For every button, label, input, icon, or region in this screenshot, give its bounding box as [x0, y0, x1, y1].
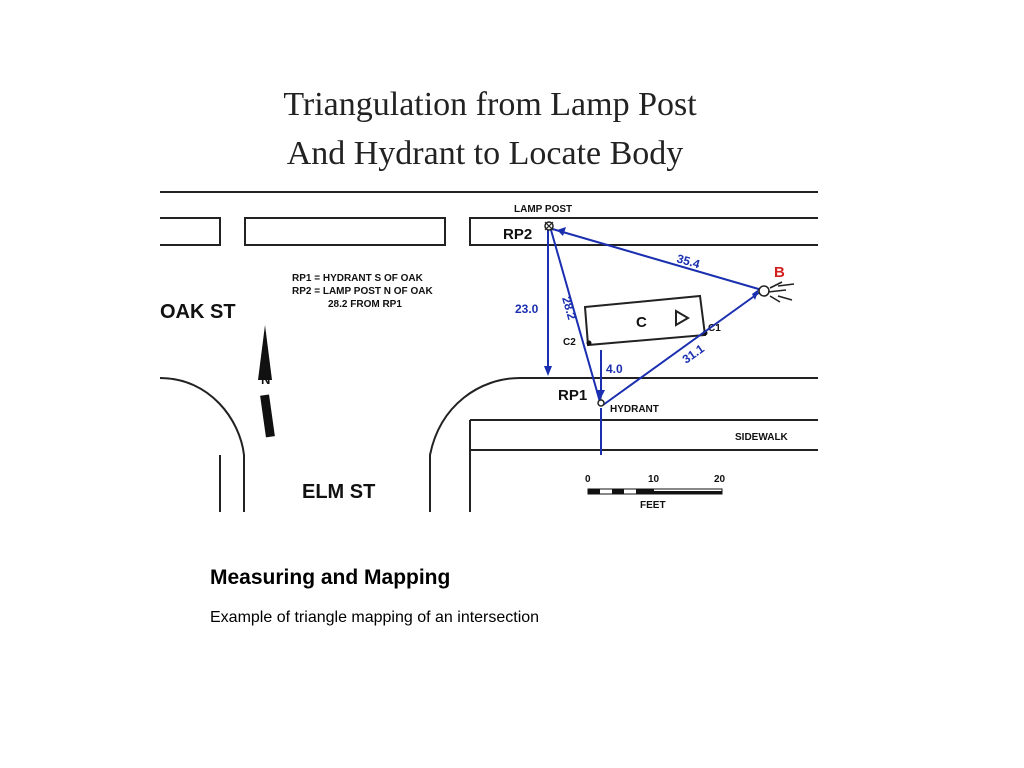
diagram-title-line2: And Hydrant to Locate Body: [286, 135, 684, 172]
elm-street-label: ELM ST: [302, 481, 376, 503]
scale-tick-20: 20: [714, 474, 726, 485]
legend-line-1: RP1 = HYDRANT S OF OAK: [292, 273, 423, 284]
north-arrow-icon: [258, 325, 275, 437]
scale-bar: [585, 474, 726, 511]
legend-line-3: 28.2 FROM RP1: [328, 299, 402, 310]
diagram-title-line1: Triangulation from Lamp Post: [283, 86, 697, 123]
scale-tick-10: 10: [648, 474, 660, 485]
caption-title: Measuring and Mapping: [210, 566, 451, 589]
road-lines: [160, 192, 818, 512]
car-outline: [563, 296, 721, 348]
north-label: N: [261, 372, 271, 387]
measure-rp2-curb: 23.0: [515, 302, 539, 316]
c1-label: C1: [708, 323, 721, 334]
measure-rp1-rp2: 28.2: [559, 294, 580, 322]
triangulation-diagram: [160, 68, 820, 558]
hydrant-icon: [598, 400, 604, 406]
oak-street-label: OAK ST: [160, 301, 236, 323]
rp1-label: RP1: [558, 387, 588, 404]
measure-rp2-body: 35.4: [675, 251, 702, 272]
scale-tick-0: 0: [585, 474, 591, 485]
lamp-post-label: LAMP POST: [514, 204, 573, 215]
legend-line-2: RP2 = LAMP POST N OF OAK: [292, 286, 433, 297]
hydrant-label: HYDRANT: [610, 404, 659, 415]
body-outline-icon: [759, 282, 794, 302]
lamp-post-icon: [545, 222, 553, 230]
sidewalk-label: SIDEWALK: [735, 432, 788, 443]
c2-label: C2: [563, 337, 576, 348]
scale-unit: FEET: [640, 500, 666, 511]
measure-rp1-body: 31.1: [679, 341, 707, 367]
body-label: B: [774, 264, 785, 281]
caption-subtitle: Example of triangle mapping of an intersection: [210, 609, 540, 626]
measure-c2-rp1: 4.0: [606, 362, 623, 376]
rp2-label: RP2: [503, 226, 533, 243]
car-label: C: [636, 314, 647, 331]
